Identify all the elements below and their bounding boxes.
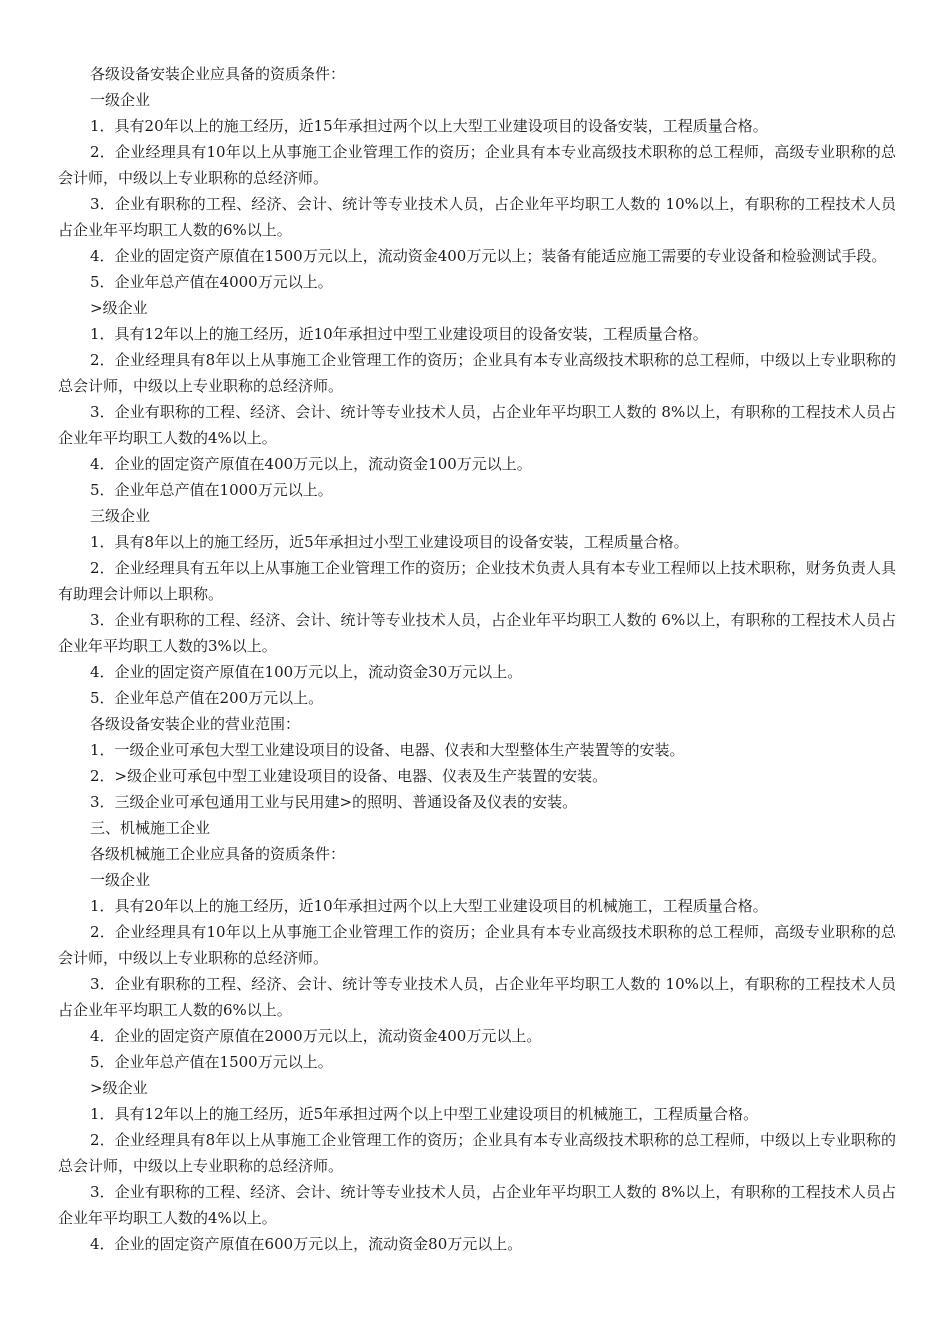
list-item: 2．企业经理具有8年以上从事施工企业管理工作的资历；企业具有本专业高级技术职称的总工程师，中级以上专业职称的总会计师，中级以上专业职称的总经济师。	[58, 351, 896, 395]
chapter-heading: 三、机械施工企业	[90, 819, 211, 837]
list-item: 3．企业有职称的工程、经济、会计、统计等专业技术人员，占企业年平均职工人数的 6%以上，有职称的工程技术人员占企业年平均职工人数的3%以上。	[58, 611, 896, 655]
list-item: 3．企业有职称的工程、经济、会计、统计等专业技术人员，占企业年平均职工人数的 10%以上，有职称的工程技术人员占企业年平均职工人数的6%以上。	[58, 195, 896, 239]
grade-heading: 一级企业	[90, 871, 151, 889]
list-item: 4．企业的固定资产原值在100万元以上，流动资金30万元以上。	[90, 663, 523, 681]
list-item: 4．企业的固定资产原值在600万元以上，流动资金80万元以上。	[90, 1235, 523, 1253]
list-item: 1．具有20年以上的施工经历，近10年承担过两个以上大型工业建设项目的机械施工，工程质量合格。	[90, 897, 768, 915]
list-item: 2．>级企业可承包中型工业建设项目的设备、电器、仪表及生产装置的安装。	[90, 767, 608, 785]
list-item: 5．企业年总产值在200万元以上。	[90, 689, 324, 707]
list-item: 2．企业经理具有8年以上从事施工企业管理工作的资历；企业具有本专业高级技术职称的总工程师，中级以上专业职称的总会计师，中级以上专业职称的总经济师。	[58, 1131, 896, 1175]
list-item: 5．企业年总产值在1500万元以上。	[90, 1053, 333, 1071]
list-item: 3．三级企业可承包通用工业与民用建>的照明、普通设备及仪表的安装。	[90, 793, 578, 811]
document-body	[58, 61, 896, 1257]
section-heading: 各级设备安装企业应具备的资质条件：	[90, 65, 346, 83]
list-item: 4．企业的固定资产原值在2000万元以上，流动资金400万元以上。	[90, 1027, 542, 1045]
section-heading: 各级设备安装企业的营业范围：	[90, 715, 301, 733]
grade-heading: 三级企业	[90, 507, 151, 525]
list-item: 1．具有20年以上的施工经历，近15年承担过两个以上大型工业建设项目的设备安装，工程质量合格。	[90, 117, 768, 135]
list-item: 5．企业年总产值在4000万元以上。	[90, 273, 333, 291]
list-item: 2．企业经理具有10年以上从事施工企业管理工作的资历；企业具有本专业高级技术职称的总工程师，高级专业职称的总会计师，中级以上专业职称的总经济师。	[58, 143, 896, 187]
grade-heading: >级企业	[90, 299, 148, 317]
list-item: 1．一级企业可承包大型工业建设项目的设备、电器、仪表和大型整体生产装置等的安装。	[90, 741, 685, 759]
list-item: 2．企业经理具有10年以上从事施工企业管理工作的资历；企业具有本专业高级技术职称的总工程师，高级专业职称的总会计师，中级以上专业职称的总经济师。	[58, 923, 896, 967]
list-item: 3．企业有职称的工程、经济、会计、统计等专业技术人员，占企业年平均职工人数的 8%以上，有职称的工程技术人员占企业年平均职工人数的4%以上。	[58, 403, 896, 447]
list-item: 5．企业年总产值在1000万元以上。	[90, 481, 333, 499]
section-heading: 各级机械施工企业应具备的资质条件：	[90, 845, 346, 863]
list-item: 2．企业经理具有五年以上从事施工企业管理工作的资历；企业技术负责人具有本专业工程师以上技术职称，财务负责人具有助理会计师以上职称。	[58, 559, 896, 603]
grade-heading: 一级企业	[90, 91, 151, 109]
list-item: 1．具有12年以上的施工经历，近10年承担过中型工业建设项目的设备安装，工程质量合格。	[90, 325, 708, 343]
list-item: 4．企业的固定资产原值在400万元以上，流动资金100万元以上。	[90, 455, 532, 473]
list-item: 1．具有8年以上的施工经历，近5年承担过小型工业建设项目的设备安装，工程质量合格。	[90, 533, 689, 551]
list-item: 4．企业的固定资产原值在1500万元以上，流动资金400万元以上；装备有能适应施工需要的专业设备和检验测试手段。	[90, 247, 887, 265]
list-item: 1．具有12年以上的施工经历，近5年承担过两个以上中型工业建设项目的机械施工，工程质量合格。	[90, 1105, 759, 1123]
list-item: 3．企业有职称的工程、经济、会计、统计等专业技术人员，占企业年平均职工人数的 10%以上，有职称的工程技术人员占企业年平均职工人数的6%以上。	[58, 975, 896, 1019]
list-item: 3．企业有职称的工程、经济、会计、统计等专业技术人员，占企业年平均职工人数的 8%以上，有职称的工程技术人员占企业年平均职工人数的4%以上。	[58, 1183, 896, 1227]
grade-heading: >级企业	[90, 1079, 148, 1097]
